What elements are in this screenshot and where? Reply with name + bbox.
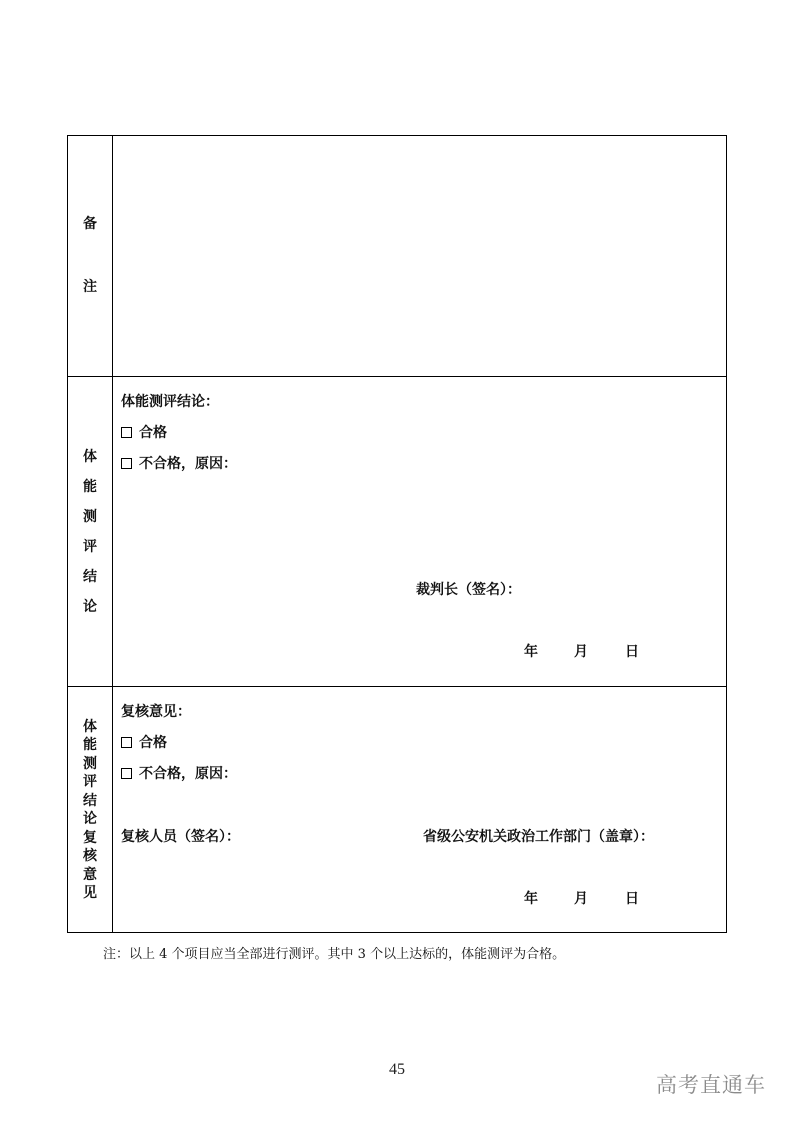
conclusion-date-month: 月 bbox=[574, 644, 588, 660]
review-date-year: 年 bbox=[524, 891, 538, 907]
watermark-logo: 高考直通车 bbox=[656, 1073, 766, 1097]
reviewer-signature-label: 复核人员（签名）： bbox=[121, 829, 240, 845]
review-label-char: 测 bbox=[83, 755, 97, 772]
page-number: 45 bbox=[389, 1061, 405, 1078]
footnote: 注：以上 4 个项目应当全部进行测评。其中 3 个以上达标的，体能测评为合格。 bbox=[103, 947, 566, 962]
review-label-char: 论 bbox=[83, 811, 97, 827]
conclusion-label-char: 能 bbox=[83, 478, 97, 495]
remarks-label-char: 注 bbox=[83, 279, 97, 295]
chief-referee-signature-label: 裁判长（签名）： bbox=[416, 582, 521, 598]
review-date-month: 月 bbox=[574, 891, 588, 907]
conclusion-pass-option[interactable] bbox=[121, 424, 167, 442]
physical-test-form-table bbox=[67, 135, 727, 933]
conclusion-label-char: 体 bbox=[83, 448, 97, 465]
review-label-char: 能 bbox=[83, 737, 97, 753]
conclusion-label-char: 评 bbox=[83, 538, 97, 555]
review-content bbox=[113, 687, 726, 933]
department-seal-label: 省级公安机关政治工作部门（盖章）： bbox=[423, 829, 654, 845]
review-label-char: 见 bbox=[83, 885, 97, 901]
remarks-field[interactable] bbox=[113, 136, 726, 376]
review-label-char: 核 bbox=[83, 848, 97, 864]
conclusion-label-char: 论 bbox=[83, 598, 97, 615]
remarks-label-char: 备 bbox=[83, 216, 97, 232]
conclusion-content bbox=[113, 377, 726, 686]
conclusion-fail-label: 不合格，原因： bbox=[139, 456, 237, 472]
conclusion-label-char: 测 bbox=[83, 508, 97, 525]
conclusion-fail-option[interactable] bbox=[121, 455, 237, 473]
checkbox-icon[interactable] bbox=[121, 737, 132, 748]
conclusion-row bbox=[68, 376, 726, 686]
review-label-char: 意 bbox=[83, 866, 97, 883]
review-label-char: 结 bbox=[83, 792, 97, 809]
review-title: 复核意见： bbox=[121, 704, 191, 720]
review-label bbox=[68, 687, 113, 933]
review-pass-option[interactable] bbox=[121, 734, 167, 752]
conclusion-date-year: 年 bbox=[524, 644, 538, 660]
checkbox-icon[interactable] bbox=[121, 458, 132, 469]
conclusion-title: 体能测评结论： bbox=[121, 394, 219, 410]
conclusion-pass-label: 合格 bbox=[139, 425, 167, 441]
conclusion-label-char: 结 bbox=[83, 568, 97, 585]
review-date-day: 日 bbox=[625, 891, 639, 907]
review-label-char: 复 bbox=[83, 829, 97, 846]
checkbox-icon[interactable] bbox=[121, 427, 132, 438]
review-row bbox=[68, 686, 726, 933]
review-fail-option[interactable] bbox=[121, 765, 237, 783]
review-pass-label: 合格 bbox=[139, 735, 167, 751]
review-fail-label: 不合格，原因： bbox=[139, 766, 237, 782]
review-label-char: 评 bbox=[83, 774, 97, 790]
conclusion-date-day: 日 bbox=[625, 644, 639, 660]
conclusion-label bbox=[68, 377, 113, 686]
remarks-label bbox=[68, 136, 113, 376]
checkbox-icon[interactable] bbox=[121, 768, 132, 779]
review-label-char: 体 bbox=[83, 718, 97, 735]
remarks-row bbox=[68, 136, 726, 376]
